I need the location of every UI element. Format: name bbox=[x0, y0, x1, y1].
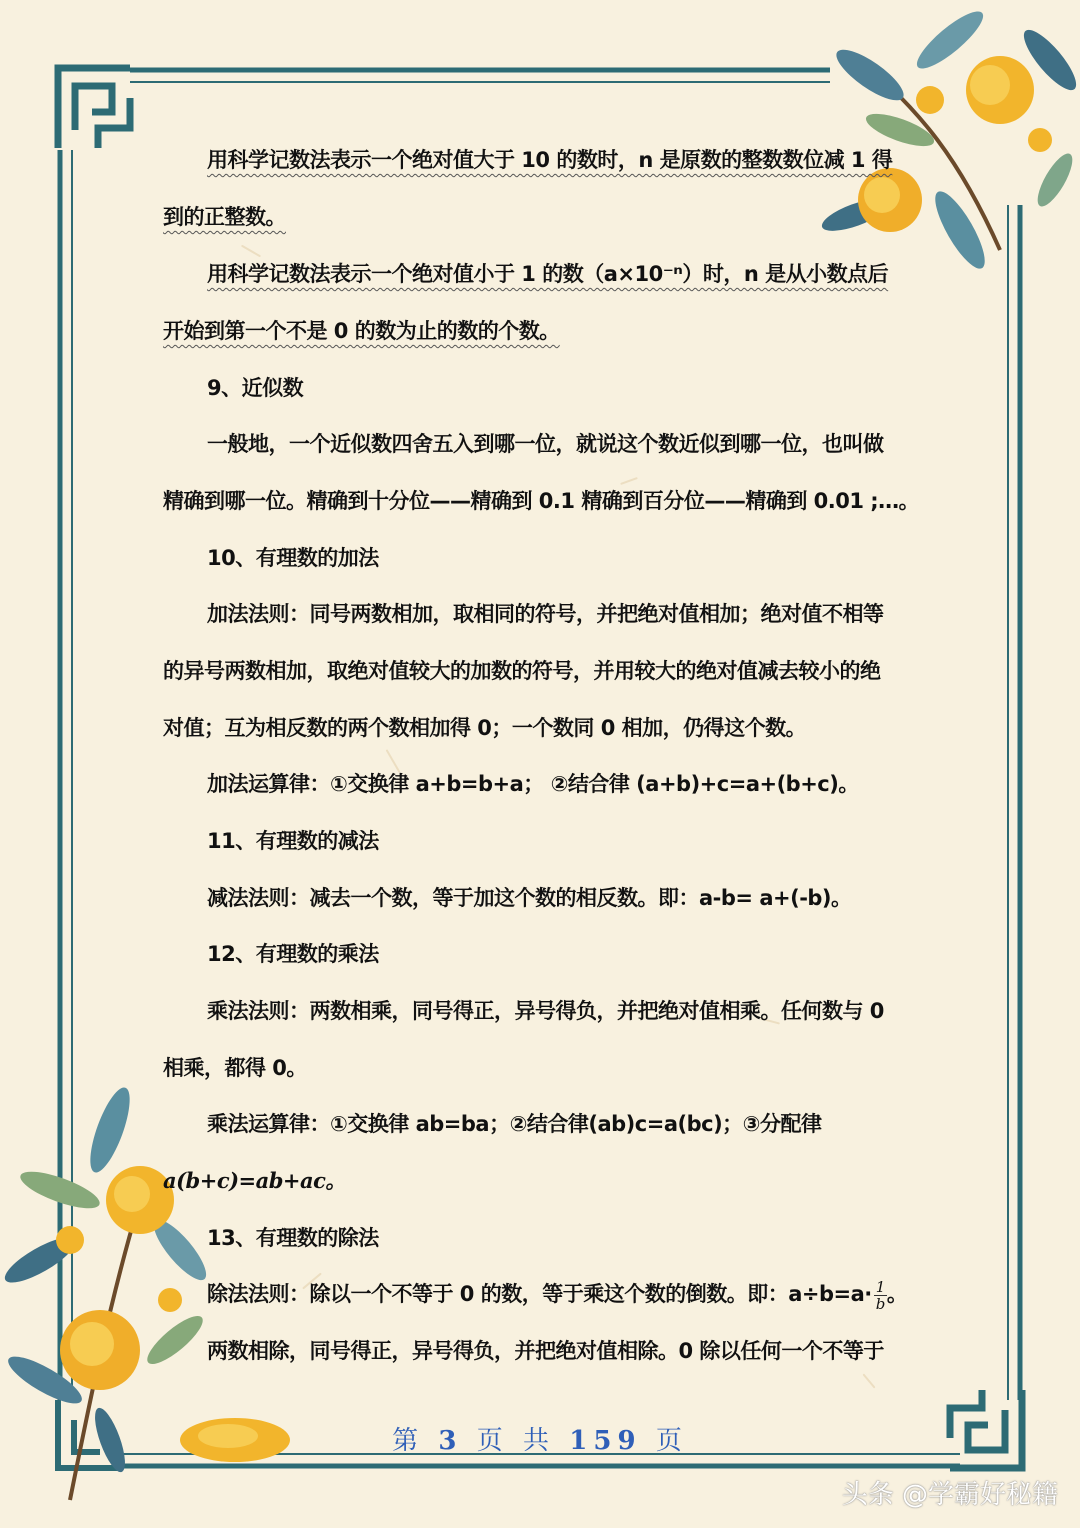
paragraph-line: 用科学记数法表示一个绝对值大于 10 的数时，n 是原数的整数数位减 1 得 bbox=[207, 148, 893, 172]
fraction-denominator: b bbox=[875, 1294, 885, 1313]
page-footer bbox=[0, 1420, 1080, 1457]
paragraph-line: 减法法则：减去一个数，等于加这个数的相反数。即：a-b= a+(-b)。 bbox=[207, 886, 852, 910]
paragraph-line: a(b+c)=ab+ac。 bbox=[163, 1168, 346, 1193]
watermark: 头条 @学霸好秘籍 bbox=[841, 1480, 1058, 1510]
paragraph-line: 相乘，都得 0。 bbox=[163, 1056, 307, 1080]
footer-middle: 页 共 bbox=[476, 1426, 556, 1456]
section-heading: 9、近似数 bbox=[207, 376, 304, 400]
paragraph-line: 的异号两数相加，取绝对值较大的加数的符号，并用较大的绝对值减去较小的绝 bbox=[163, 659, 881, 683]
paragraph-line: 加法运算律：①交换律 a+b=b+a； ②结合律 (a+b)+c=a+(b+c)。 bbox=[207, 772, 859, 796]
paragraph-line: 开始到第一个不是 0 的数为止的数的个数。 bbox=[163, 319, 560, 343]
paragraph-line: 精确到哪一位。精确到十分位——精确到 0.1 精确到百分位——精确到 0.01 ;…。 bbox=[163, 489, 920, 513]
fret-corner-top-left bbox=[58, 68, 130, 148]
page-number: 3 bbox=[438, 1426, 463, 1456]
section-heading: 11、有理数的减法 bbox=[207, 829, 379, 853]
fraction-suffix: 。 bbox=[886, 1282, 908, 1306]
division-rule-text: 除法法则：除以一个不等于 0 的数，等于乘这个数的倒数。即：a÷b=a· bbox=[207, 1282, 872, 1306]
footer-prefix: 第 bbox=[392, 1426, 425, 1456]
section-heading: 10、有理数的加法 bbox=[207, 546, 379, 570]
paragraph-line: 两数相除，同号得正，异号得负，并把绝对值相除。0 除以任何一个不等于 bbox=[207, 1339, 884, 1363]
paragraph-line: 对值；互为相反数的两个数相加得 0；一个数同 0 相加，仍得这个数。 bbox=[163, 716, 807, 740]
paragraph-line bbox=[207, 1274, 923, 1314]
paragraph-line: 一般地，一个近似数四舍五入到哪一位，就说这个数近似到哪一位，也叫做 bbox=[207, 432, 884, 456]
paragraph-line: 乘法运算律：①交换律 ab=ba；②结合律(ab)c=a(bc)；③分配律 bbox=[207, 1112, 822, 1136]
paragraph-line: 乘法法则：两数相乘，同号得正，异号得负，并把绝对值相乘。任何数与 0 bbox=[207, 999, 884, 1023]
paragraph-line: 到的正整数。 bbox=[163, 205, 286, 229]
footer-suffix: 页 bbox=[655, 1426, 688, 1456]
fraction-one-over-b bbox=[874, 1279, 887, 1312]
fraction-numerator: 1 bbox=[875, 1277, 885, 1296]
paragraph-line: 用科学记数法表示一个绝对值小于 1 的数（a×10⁻ⁿ）时，n 是从小数点后 bbox=[207, 262, 889, 286]
section-heading: 12、有理数的乘法 bbox=[207, 942, 379, 966]
total-pages: 159 bbox=[569, 1426, 642, 1456]
section-heading: 13、有理数的除法 bbox=[207, 1226, 379, 1250]
paragraph-line: 加法法则：同号两数相加，取相同的符号，并把绝对值相加；绝对值不相等 bbox=[207, 602, 884, 626]
